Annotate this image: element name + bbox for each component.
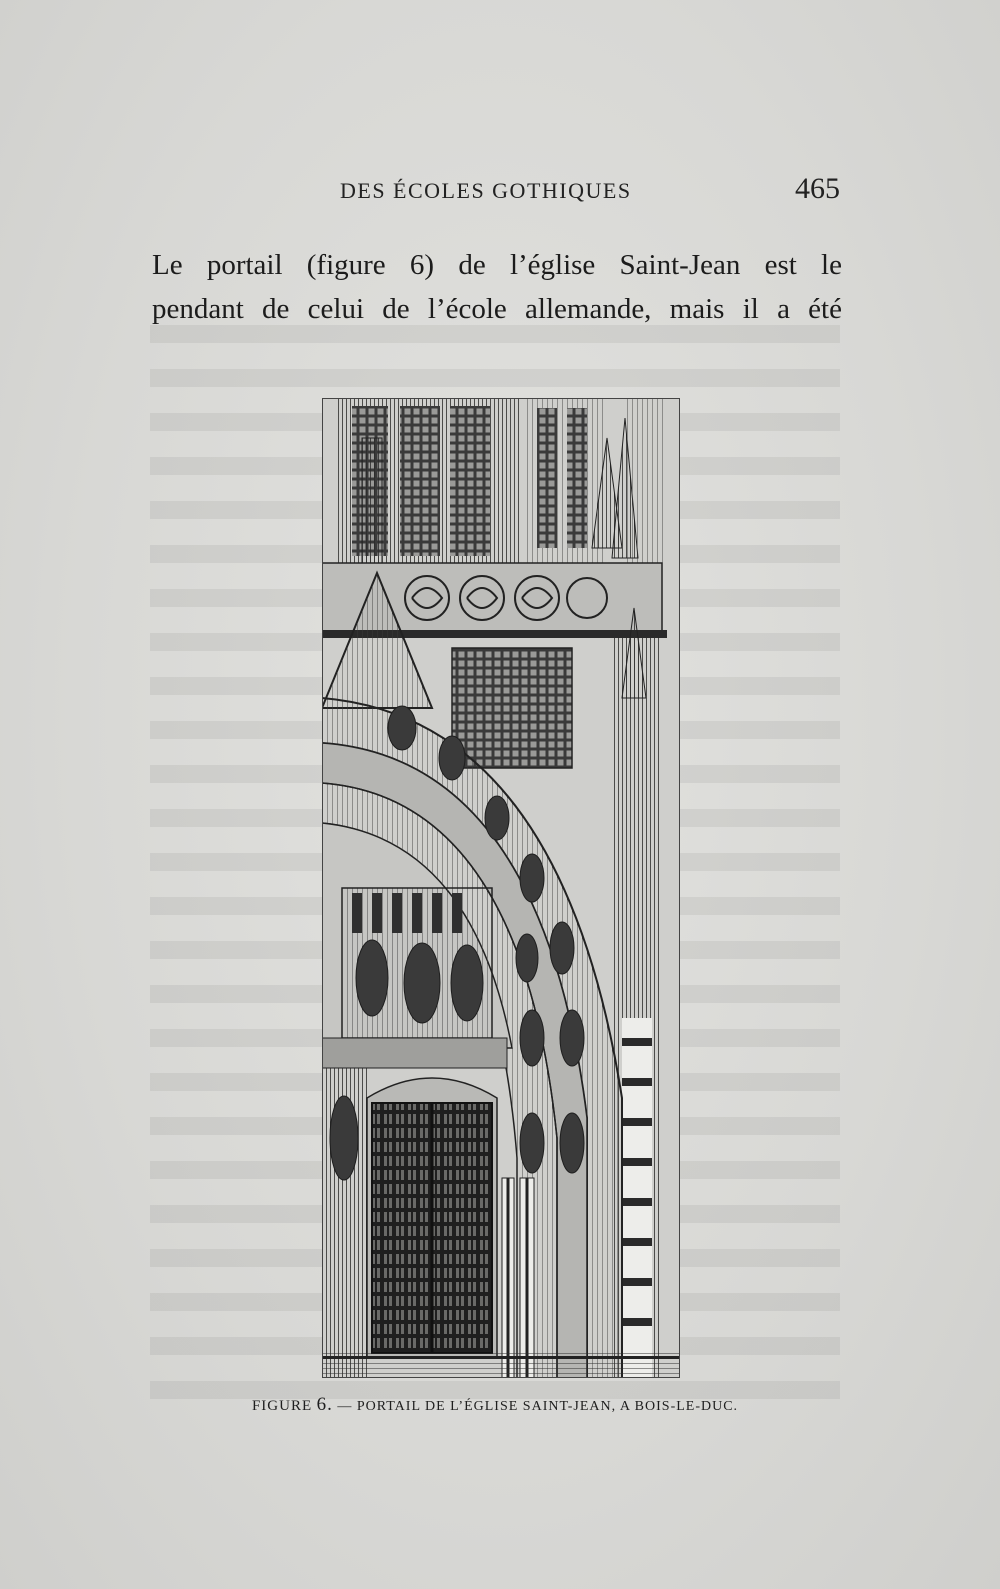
body-line: Le portail (figure 6) de l’église Saint-Jean est le (152, 249, 842, 281)
portal-engraving-illustration (322, 398, 680, 1378)
body-line: pendant de celui de l’école allemande, mais il a été (152, 293, 842, 325)
figure-caption (150, 1394, 840, 1416)
body-paragraph (152, 243, 842, 331)
figure-engraving (322, 398, 680, 1378)
page-number: 465 (795, 172, 840, 205)
running-title: DES ÉCOLES GOTHIQUES (340, 178, 632, 203)
caption-text: — PORTAIL DE L’ÉGLISE SAINT-JEAN, A BOIS-LE-DUC. (337, 1399, 739, 1414)
running-head (150, 172, 840, 210)
caption-label: FIGURE (251, 1398, 313, 1414)
caption-number: 6. (316, 1394, 333, 1415)
